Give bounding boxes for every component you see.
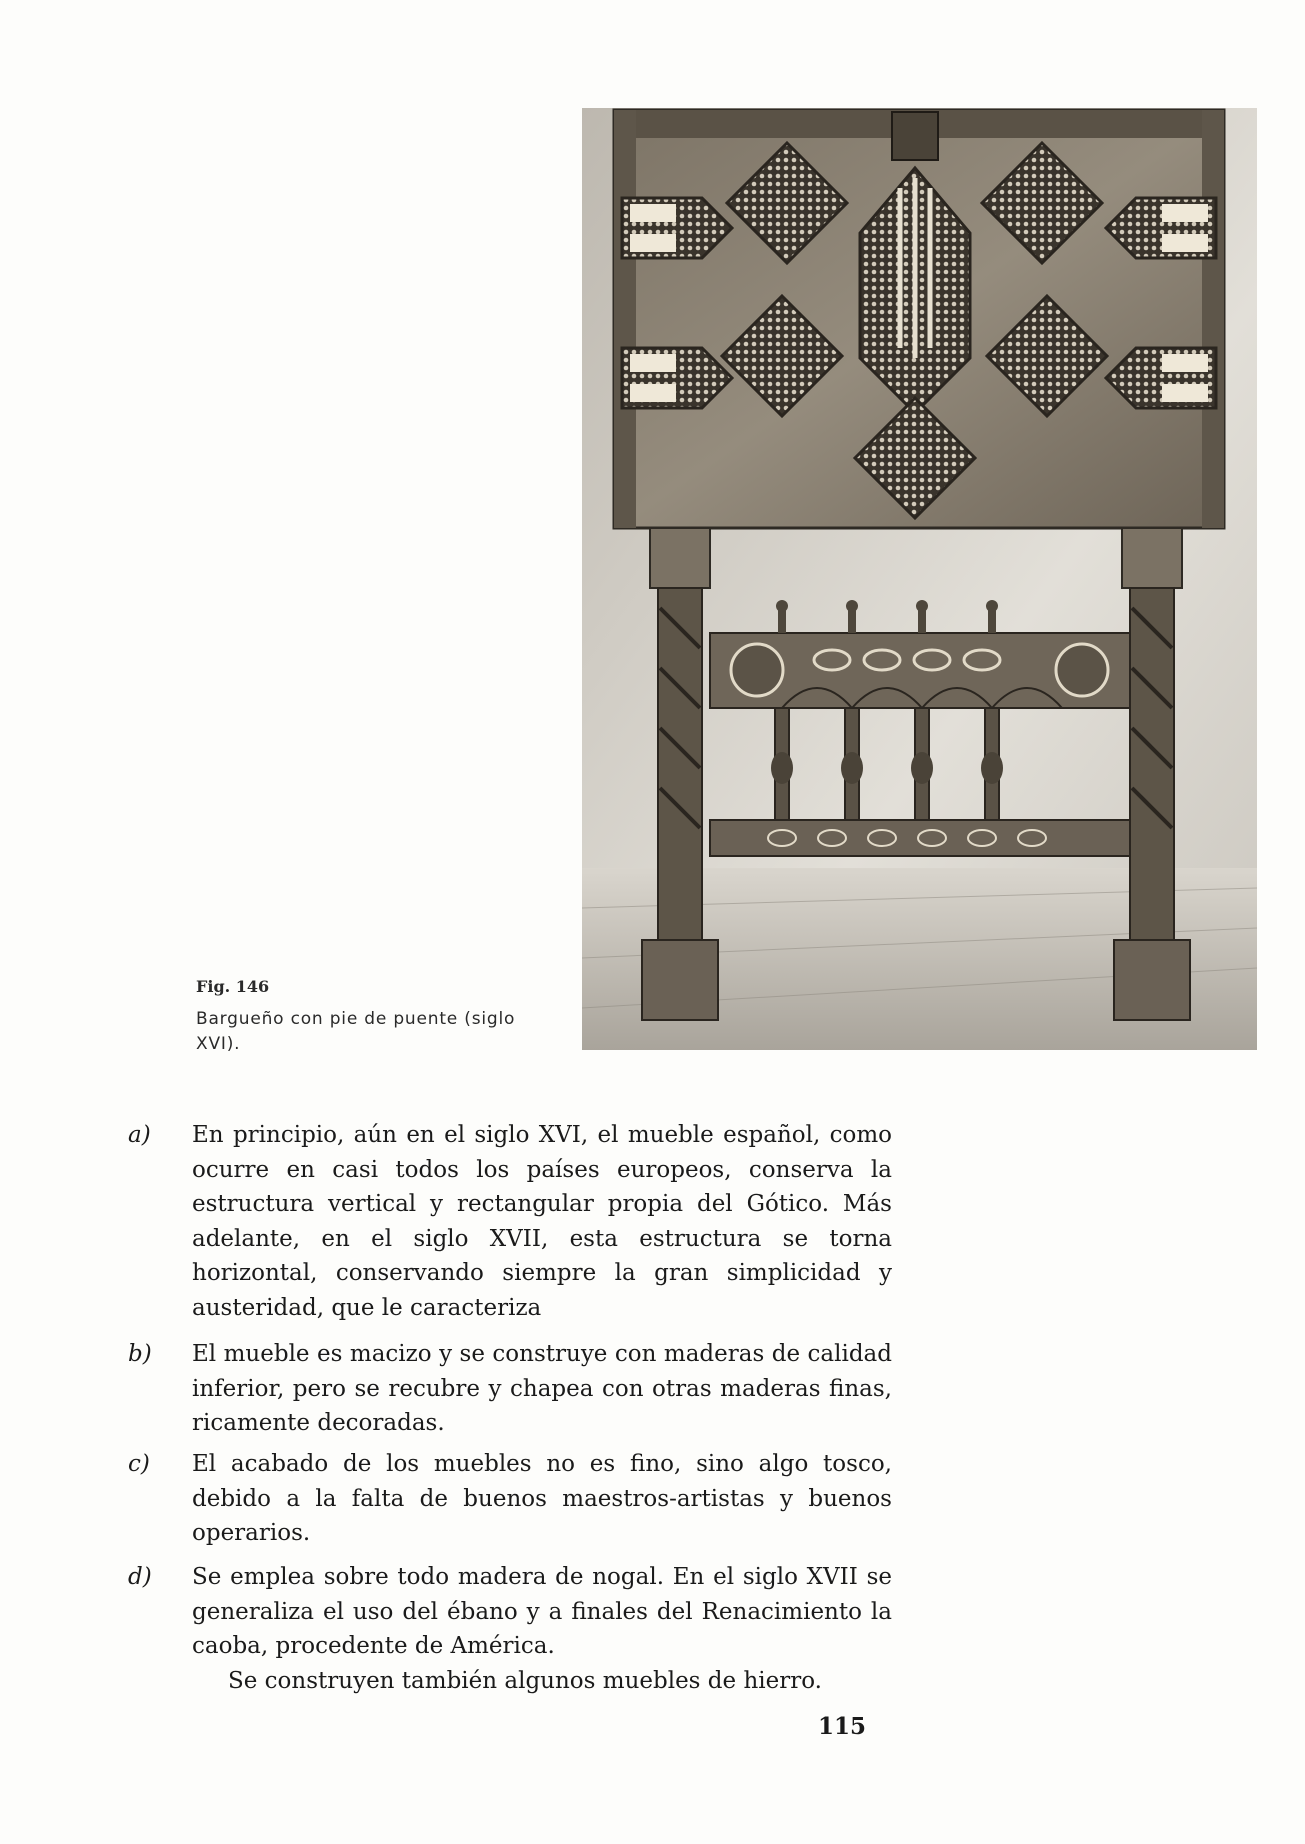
item-marker-a: a) [128, 1122, 151, 1148]
item-marker-c: c) [128, 1451, 150, 1477]
item-text-c: El acabado de los muebles no es fino, sino algo tosco, debido a la falta de buenos maestros-artistas y buenos operarios. [192, 1451, 892, 1546]
item-text-a: En principio, aún en el siglo XVI, el mueble español, como ocurre en casi todos los países europeos, conserva la estructura vertical y rectangular propia del Gótico. Más adelante, en el siglo XVII, esta estructura se torna horizontal, conservando siempre la gran simplicidad y austeridad, que le caracteriza [192, 1122, 892, 1321]
page-number: 115 [818, 1713, 867, 1740]
item-marker-b: b) [128, 1341, 152, 1367]
item-marker-d: d) [128, 1564, 152, 1590]
item-text-d-main: Se emplea sobre todo madera de nogal. En el siglo XVII se generaliza el uso del ébano y a finales del Renacimiento la caoba, procedente de América. [192, 1564, 892, 1659]
figure-caption [196, 974, 536, 1057]
item-text-d-extra: Se construyen también algunos muebles de hierro. [228, 1667, 822, 1694]
figure-caption-text: Bargueño con pie de puente (siglo XVI). [196, 1009, 516, 1054]
item-text-b: El mueble es macizo y se construye con maderas de calidad inferior, pero se recubre y chapea con otras maderas finas, ricamente decoradas. [192, 1341, 892, 1436]
bargueno-photo [582, 108, 1257, 1050]
figure-label: Fig. 146 [196, 977, 270, 996]
bargueno-illustration [582, 108, 1257, 1050]
item-text-d [192, 1560, 892, 1698]
